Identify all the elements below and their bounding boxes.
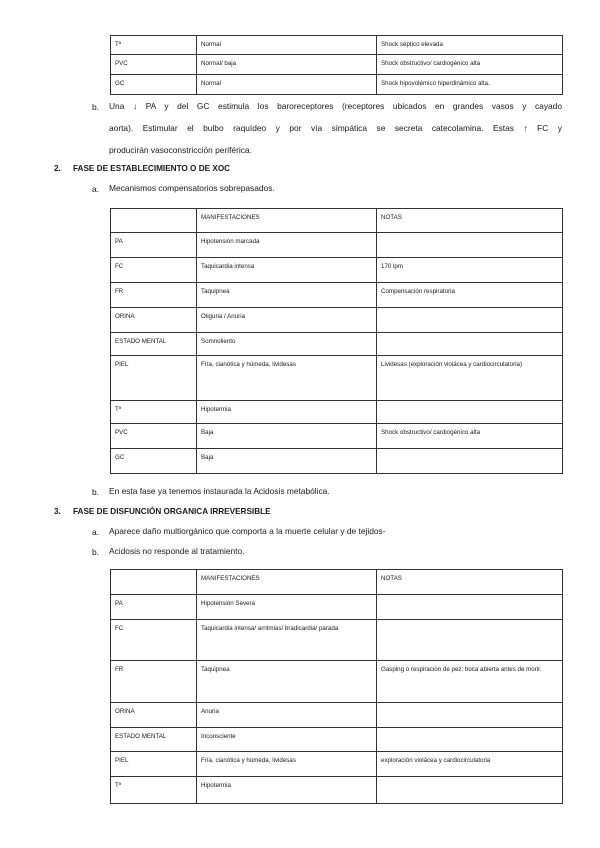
table-header-cell: NOTAS xyxy=(377,570,563,595)
table-cell: FR xyxy=(111,283,197,308)
table-cell: Gasping o respiración de pez: boca abierta antes de morir. xyxy=(377,661,563,703)
table-cell: PA xyxy=(111,595,197,620)
table-row xyxy=(111,333,563,356)
table-cell: Tª xyxy=(111,36,197,55)
table-row xyxy=(111,777,563,804)
table-row xyxy=(111,356,563,401)
table-cell: Taquipnea xyxy=(197,661,377,703)
table-row xyxy=(111,620,563,661)
table-cell: FC xyxy=(111,620,197,661)
table-cell: Normal xyxy=(197,36,377,55)
section-title: FASE DE DISFUNCIÓN ORGANICA IRREVERSIBLE xyxy=(73,507,271,516)
table-row xyxy=(111,283,563,308)
table-cell: Taquicardia intensa xyxy=(197,258,377,283)
table-continuation xyxy=(110,35,563,95)
table-row xyxy=(111,449,563,474)
table-cell: Fría, cianótica y húmeda, lividesas xyxy=(197,752,377,777)
table-row xyxy=(111,661,563,703)
table-cell: Shock obstructivo/ cardiogénico alta xyxy=(377,55,563,75)
list-marker: b. xyxy=(92,487,99,497)
paragraph-line: Una ↓ PA y del GC estimula los baroreceptores (receptores ubicados en grandes vasos y cayado xyxy=(109,101,562,111)
table-cell: Tª xyxy=(111,401,197,424)
table-cell xyxy=(377,728,563,752)
section-title: FASE DE ESTABLECIMIENTO O DE XOC xyxy=(73,164,231,173)
table-cell: GC xyxy=(111,449,197,474)
table-cell: Shock obstructivo/ cardiogénico alta xyxy=(377,424,563,449)
table-cell: FC xyxy=(111,258,197,283)
table-cell xyxy=(377,595,563,620)
table-cell: ESTADO MENTAL xyxy=(111,728,197,752)
table-cell: Oliguria / Anuria xyxy=(197,308,377,333)
list-marker: b. xyxy=(92,102,99,112)
list-marker: b. xyxy=(92,547,99,557)
table-cell: Anuria xyxy=(197,703,377,728)
table-cell: ORINA xyxy=(111,703,197,728)
table-cell: 170 lpm xyxy=(377,258,563,283)
table-header-row xyxy=(111,209,563,233)
table-row xyxy=(111,752,563,777)
list-item-text: Mecanismos compensatorios sobrepasados. xyxy=(109,183,275,193)
table-row xyxy=(111,258,563,283)
table-cell: PIEL xyxy=(111,752,197,777)
table-row xyxy=(111,233,563,258)
table-header-cell: NOTAS xyxy=(377,209,563,233)
table-cell: Shock hipovolémico hiperdinámico alta. xyxy=(377,75,563,95)
list-marker: a. xyxy=(92,184,99,194)
list-item-text: En esta fase ya tenemos instaurada la Acidosis metabólica. xyxy=(109,486,330,496)
table-cell xyxy=(377,333,563,356)
paragraph-line: producirán vasoconstricción periférica. xyxy=(109,145,252,155)
table-header-cell: MANIFESTACIONES xyxy=(197,570,377,595)
table-cell xyxy=(377,233,563,258)
table-row xyxy=(111,75,563,95)
manifestations-table-irreversible xyxy=(110,569,563,804)
table-cell xyxy=(377,449,563,474)
table-row xyxy=(111,424,563,449)
section-number: 3. xyxy=(54,507,61,516)
table-cell: PVC xyxy=(111,424,197,449)
manifestations-table-shock xyxy=(110,208,563,474)
table-cell: Tª xyxy=(111,777,197,804)
table-cell: Lividesas (exploración violácea y cardiocirculatoria) xyxy=(377,356,563,401)
table-cell: exploración violácea y cardiocirculatoria xyxy=(377,752,563,777)
paragraph-line: aorta). Estimular el bulbo raquídeo y por vía simpática se secreta catecolamina. Estas ↑ FC y xyxy=(109,123,562,133)
table-row xyxy=(111,36,563,55)
table-cell: Hipotermia xyxy=(197,401,377,424)
table-row xyxy=(111,401,563,424)
table-cell xyxy=(377,620,563,661)
table-cell: Inconsciente xyxy=(197,728,377,752)
table-cell: GC xyxy=(111,75,197,95)
table-cell: Fría, cianótica y húmeda, lividesas xyxy=(197,356,377,401)
table-cell: PA xyxy=(111,233,197,258)
table-cell: Normal xyxy=(197,75,377,95)
table-cell: Baja xyxy=(197,424,377,449)
table-cell: PVC xyxy=(111,55,197,75)
table-cell: Hipotensión marcada xyxy=(197,233,377,258)
table-row xyxy=(111,703,563,728)
table-cell: Hipotensión Severa xyxy=(197,595,377,620)
table-cell: Taquicardia intensa/ arritmias/ bradicardia/ parada xyxy=(197,620,377,661)
table-header-cell: MANIFESTACIONES xyxy=(197,209,377,233)
table-row xyxy=(111,728,563,752)
list-item-text: Aparece daño multiorgánico que comporta a la muerte celular y de tejidos- xyxy=(109,526,386,536)
table-cell: FR xyxy=(111,661,197,703)
table-header-row xyxy=(111,570,563,595)
table-cell: Taquipnea xyxy=(197,283,377,308)
table-cell: Normal/ baja xyxy=(197,55,377,75)
table-row xyxy=(111,55,563,75)
table-header-cell xyxy=(111,570,197,595)
table-cell: ESTADO MENTAL xyxy=(111,333,197,356)
table-cell: Compensación respiratoria xyxy=(377,283,563,308)
table-cell xyxy=(377,401,563,424)
table-cell: Baja xyxy=(197,449,377,474)
list-item-text: Acidosis no responde al tratamiento. xyxy=(109,546,245,556)
table-row xyxy=(111,308,563,333)
table-header-cell xyxy=(111,209,197,233)
table-row xyxy=(111,595,563,620)
list-marker: a. xyxy=(92,527,99,537)
table-cell: Hipotermia xyxy=(197,777,377,804)
table-cell: ORINA xyxy=(111,308,197,333)
table-cell: PIEL xyxy=(111,356,197,401)
table-cell xyxy=(377,777,563,804)
table-cell: Somnoliento xyxy=(197,333,377,356)
table-cell xyxy=(377,703,563,728)
section-number: 2. xyxy=(54,164,61,173)
table-cell: Shock séptico elevada xyxy=(377,36,563,55)
table-cell xyxy=(377,308,563,333)
